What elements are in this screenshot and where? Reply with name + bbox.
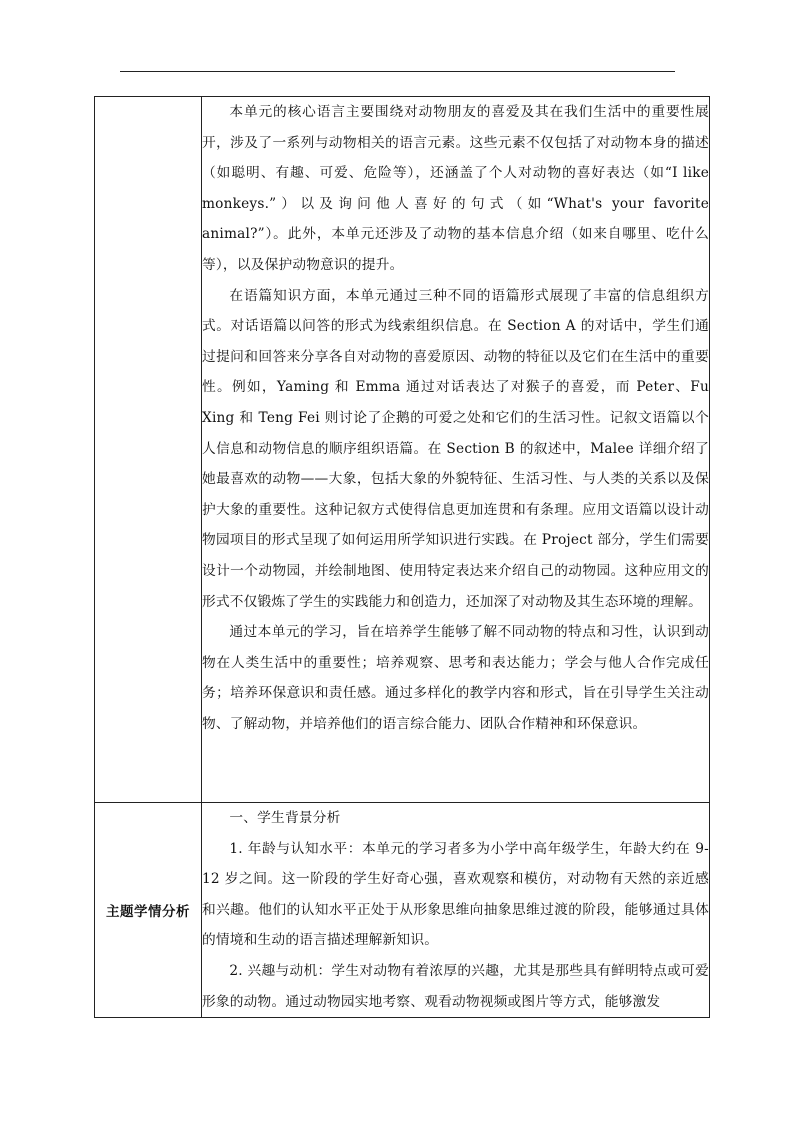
student-analysis-content [202,803,710,1018]
header-rule [120,71,675,72]
table-row-core-language [95,97,710,803]
paragraph-age-cognition: 1. 年龄与认知水平：本单元的学习者多为小学中高年级学生，年龄大约在 9-12 岁之间。这一阶段的学生好奇心强，喜欢观察和模仿，对动物有天然的亲近感和兴趣。他们的认知水平正处于从形象思维向抽象思维过渡的阶段，能够通过具体的情境和生动的语言描述理解新知识。 [202,840,709,949]
lesson-plan-table [94,96,710,1018]
table-row-student-analysis [95,803,710,1018]
row-label-cell-students [95,803,202,1018]
paragraph-discourse-knowledge: 在语篇知识方面，本单元通过三种不同的语篇形式展现了丰富的信息组织方式。对话语篇以问答的形式为线索组织信息。在 Section A 的对话中，学生们通过提问和回答来分享各自对动物的喜爱原因、动物的特征以及它们在生活中的重要性。例如，Yaming 和 Emma 通过对话表达了对猴子的喜爱，而 Peter、Fu Xing 和 Teng Fei 则讨论了企鹅的可爱之处和它们的生活习性。记叙文语篇以个人信息和动物信息的顺序组织语篇。在 Section B 的叙述中，Malee 详细介绍了她最喜欢的动物——大象，包括大象的外貌特征、生活习性、与人类的关系以及保护大象的重要性。这种记叙方式使得信息更加连贯和有条理。应用文语篇以设计动物园项目的形式呈现了如何运用所学知识进行实践。在 Project 部分，学生们需要设计一个动物园，并绘制地图、使用特定表达来介绍自己的动物园。这种应用文的形式不仅锻炼了学生的实践能力和创造力，还加深了对动物及其生态环境的理解。 [202,287,709,610]
paragraph-core-language: 本单元的核心语言主要围绕对动物朋友的喜爱及其在我们生活中的重要性展开，涉及了一系列与动物相关的语言元素。这些元素不仅包括了对动物本身的描述（如聪明、有趣、可爱、危险等），还涵盖了个人对动物的喜好表达（如“I like monkeys.”）以及询问他人喜好的句式（如“What's your favorite animal?”）。此外，本单元还涉及了动物的基本信息介绍（如来自哪里、吃什么等），以及保护动物意识的提升。 [202,104,709,273]
row-label-student-analysis: 主题学情分析 [106,904,190,921]
paragraph-learning-goals: 通过本单元的学习，旨在培养学生能够了解不同动物的特点和习性，认识到动物在人类生活中的重要性；培养观察、思考和表达能力；学会与他人合作完成任务；培养环保意识和责任感。通过多样化的教学内容和形式，旨在引导学生关注动物、了解动物，并培养他们的语言综合能力、团队合作精神和环保意识。 [202,624,709,732]
row-label-cell-empty [95,97,202,803]
core-language-content [202,97,710,803]
paragraph-interest-motivation: 2. 兴趣与动机：学生对动物有着浓厚的兴趣，尤其是那些具有鲜明特点或可爱形象的动物。通过动物园实地考察、观看动物视频或图片等方式，能够激发 [202,962,709,1010]
paragraph-student-heading: 一、学生背景分析 [229,810,341,826]
